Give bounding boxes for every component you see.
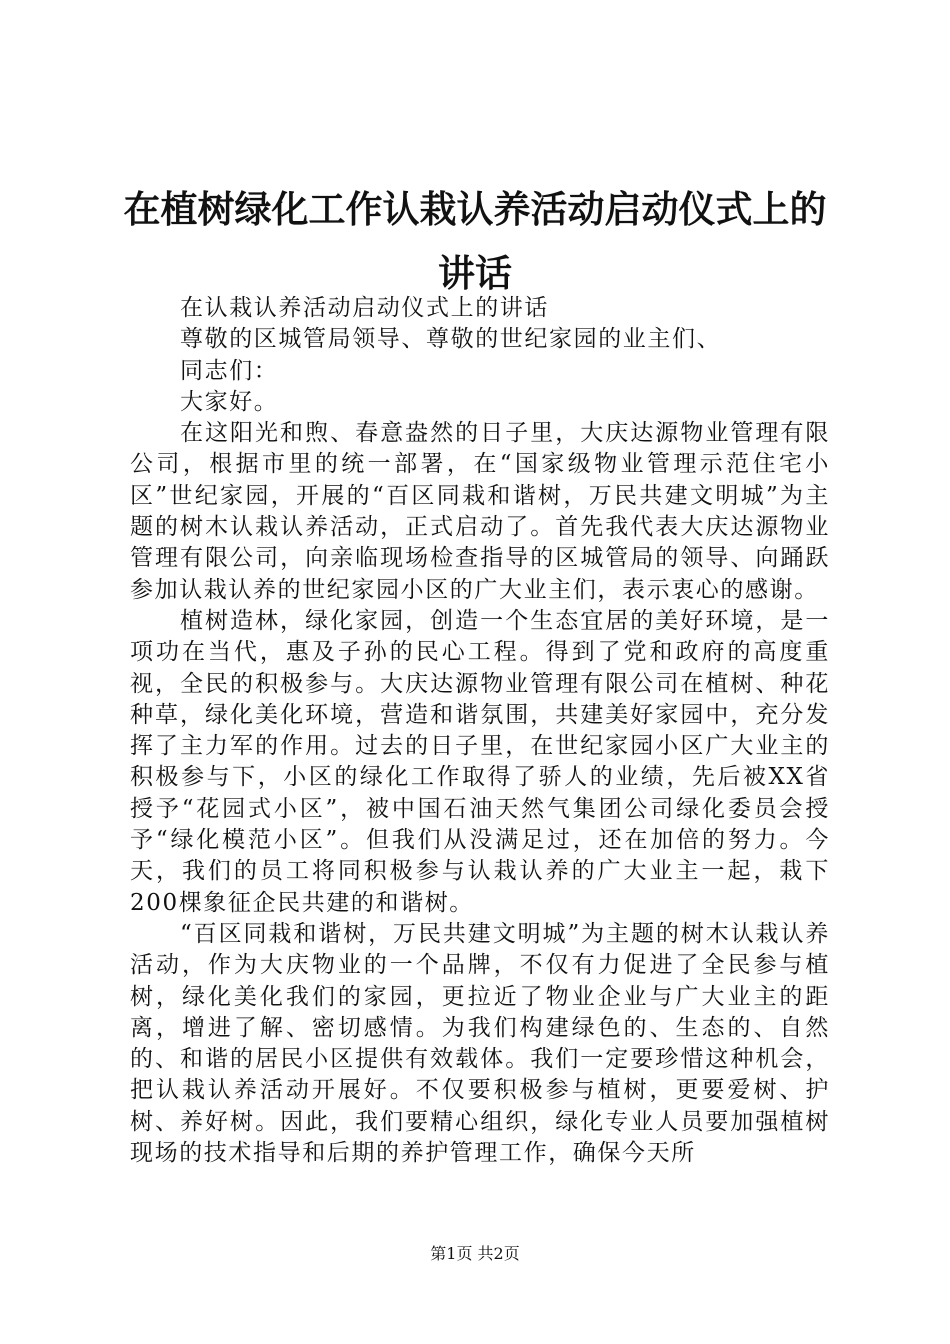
page-number-footer: 第1页 共2页 [430, 1244, 520, 1263]
salutation-line-2: 同志们： [180, 357, 279, 384]
body-paragraph-3: “百区同栽和谐树，万民共建文明城”为主题的树木认栽认养活动，作为大庆物业的一个品牌，不仅有力促进了全民参与植树，绿化美化我们的家园，更拉近了物业企业与广大业主的距离，增进了解、密切感情。为我们构建绿色的、生态的、自然的、和谐的居民小区提供有效载体。我们一定要珍惜这种机会，把认栽认养活动开展好。不仅要积极参与植树，更要爱树、护树、养好树。因此，我们要精心组织，绿化专业人员要加强植树现场的技术指导和后期的养护管理工作，确保今天所 [130, 920, 830, 1167]
speech-subtitle: 在认栽认养活动启动仪式上的讲话 [180, 295, 549, 321]
body-paragraph-2: 植树造林，绿化家园，创造一个生态宜居的美好环境，是一项功在当代，惠及子孙的民心工程。得到了党和政府的高度重视，全民的积极参与。大庆达源物业管理有限公司在植树、种花种草，绿化美化环境，营造和谐氛围，共建美好家园中，充分发挥了主力军的作用。过去的日子里，在世纪家园小区广大业主的积极参与下，小区的绿化工作取得了骄人的业绩，先后被XX省授予“花园式小区”，被中国石油天然气集团公司绿化委员会授予“绿化模范小区”。但我们从没满足过，还在加倍的努力。今天，我们的员工将同积极参与认栽认养的广大业主一起，栽下200棵象征企民共建的和谐树。 [130, 607, 830, 916]
greeting: 大家好。 [180, 388, 279, 415]
body-paragraph-1: 在这阳光和煦、春意盎然的日子里，大庆达源物业管理有限公司，根据市里的统一部署，在“国家级物业管理示范住宅小区”世纪家园，开展的“百区同栽和谐树，万民共建文明城”为主题的树木认栽认养活动，正式启动了。首先我代表大庆达源物业管理有限公司，向亲临现场检查指导的区城管局的领导、向踊跃参加认栽认养的世纪家园小区的广大业主们，表示衷心的感谢。 [130, 420, 830, 603]
document-title: 在植树绿化工作认栽认养活动启动仪式上的讲话 [123, 188, 827, 295]
salutation-line-1: 尊敬的区城管局领导、尊敬的世纪家园的业主们、 [180, 326, 722, 353]
document-body [130, 293, 830, 1169]
